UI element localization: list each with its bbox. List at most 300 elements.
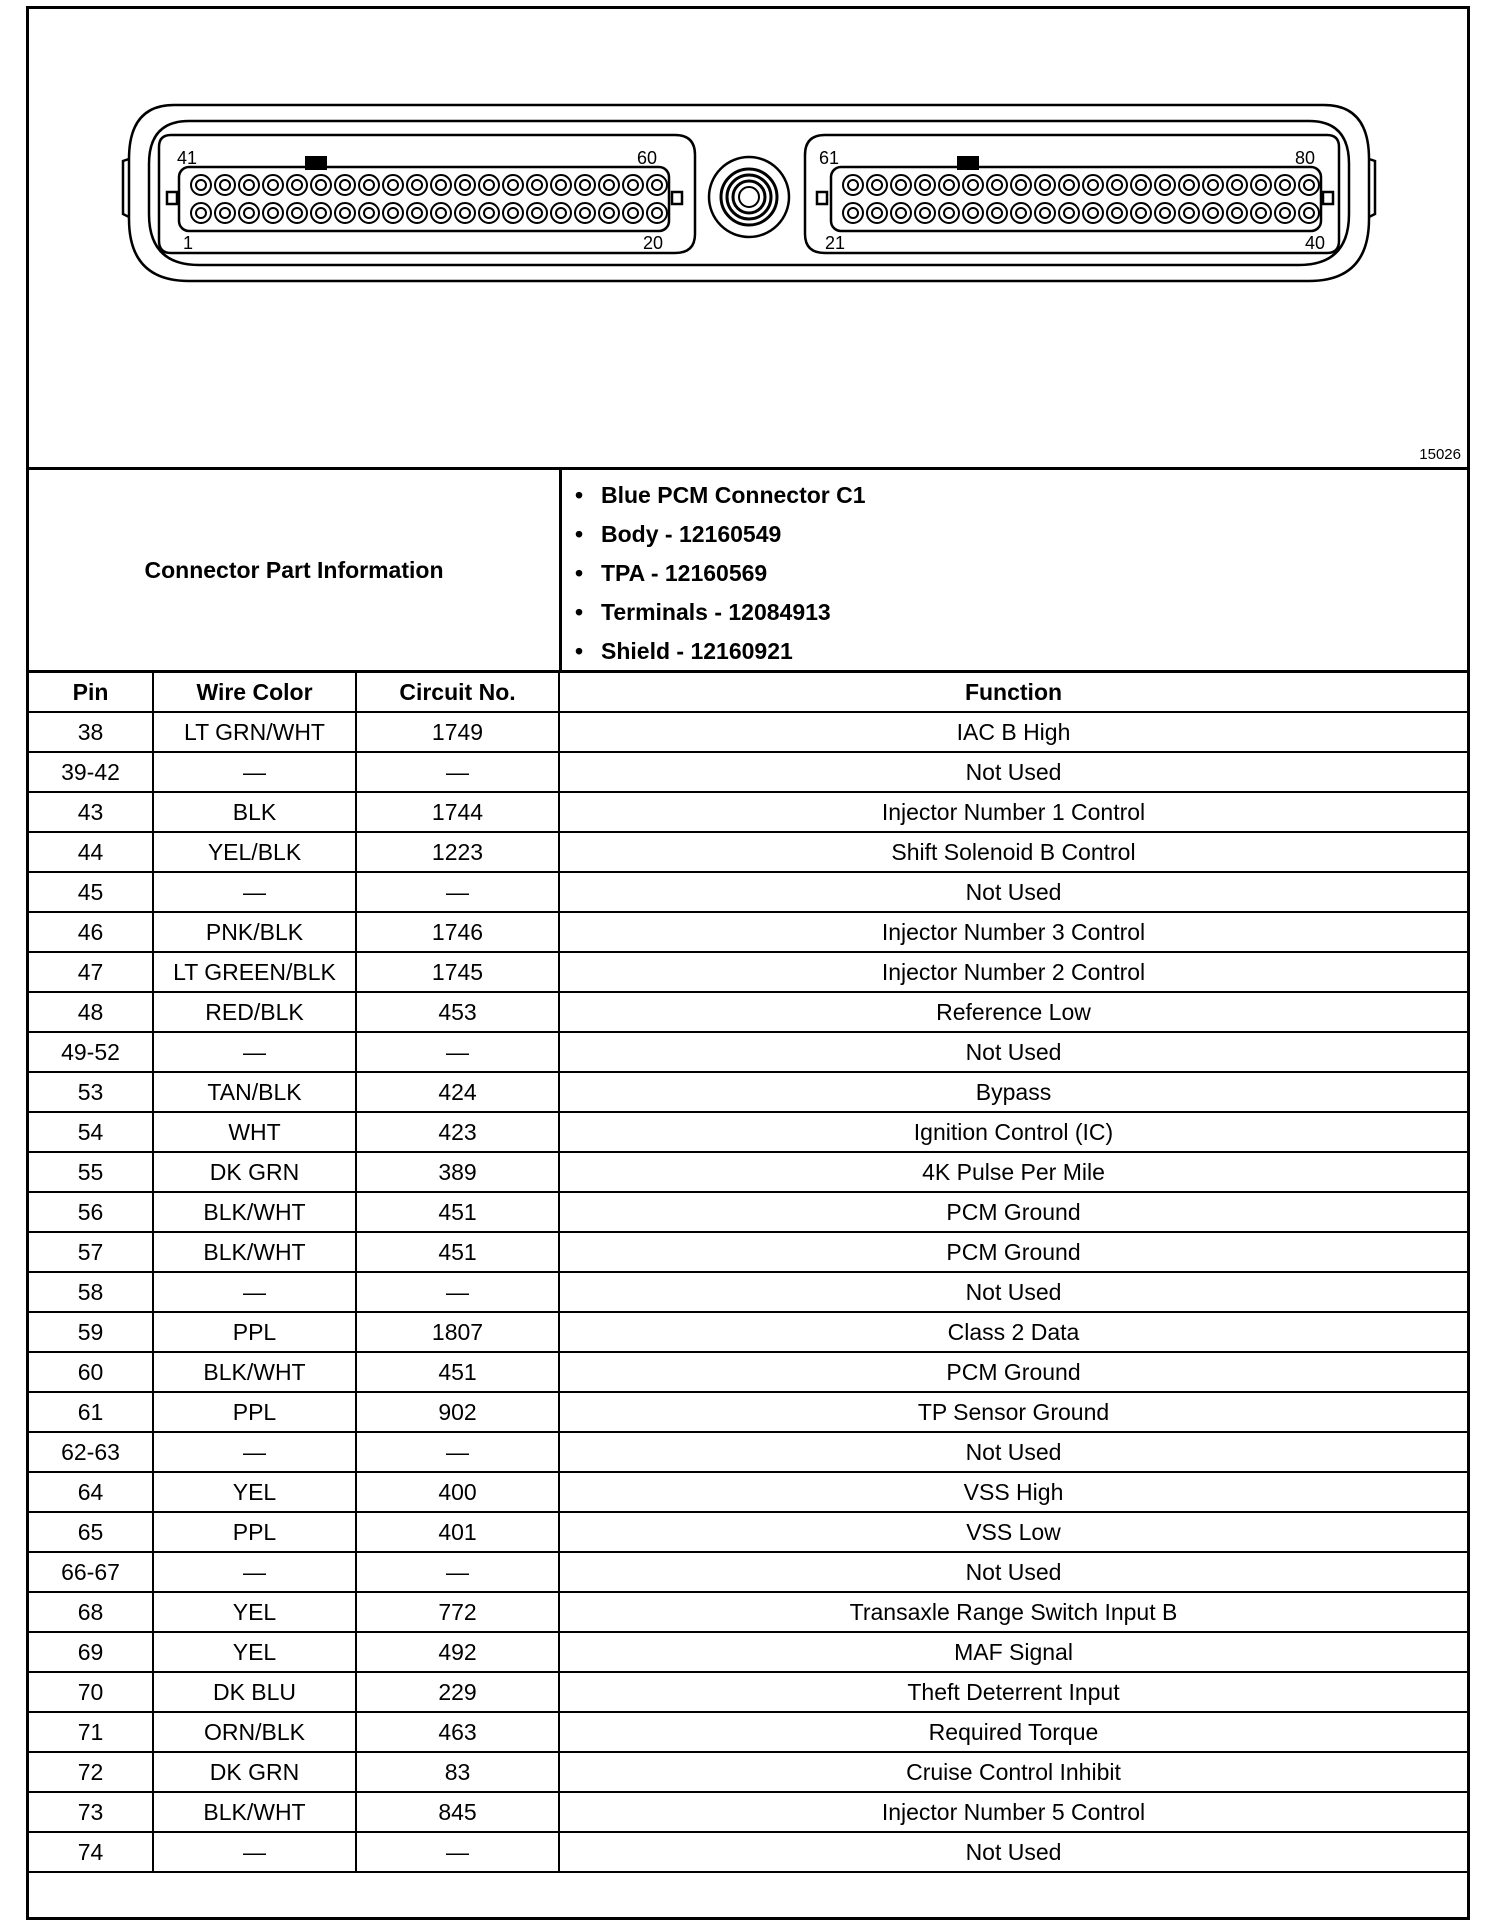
pin-socket bbox=[383, 203, 403, 223]
pin-socket-inner bbox=[652, 208, 662, 218]
pin-socket bbox=[1083, 175, 1103, 195]
cell-wire-color: YEL bbox=[153, 1632, 356, 1672]
pin-socket-inner bbox=[992, 180, 1002, 190]
pin-socket-inner bbox=[652, 180, 662, 190]
table-row bbox=[29, 1072, 1467, 1112]
pin-socket bbox=[1035, 175, 1055, 195]
pin-socket bbox=[915, 175, 935, 195]
pin-socket-inner bbox=[196, 208, 206, 218]
cell-circuit-no: 453 bbox=[356, 992, 559, 1032]
pin-socket bbox=[647, 203, 667, 223]
cell-function: Not Used bbox=[559, 1272, 1467, 1312]
cell-function: 4K Pulse Per Mile bbox=[559, 1152, 1467, 1192]
connector-info-item: • Blue PCM Connector C1 bbox=[575, 482, 866, 508]
pin-socket-inner bbox=[1112, 180, 1122, 190]
pin-socket-inner bbox=[556, 208, 566, 218]
cell-circuit-no: 401 bbox=[356, 1512, 559, 1552]
pin-socket-inner bbox=[388, 208, 398, 218]
pin-label-1: 1 bbox=[183, 233, 194, 253]
cell-pin: 71 bbox=[29, 1712, 153, 1752]
cell-wire-color: YEL bbox=[153, 1592, 356, 1632]
cell-wire-color: BLK/WHT bbox=[153, 1232, 356, 1272]
pin-socket-inner bbox=[220, 208, 230, 218]
cell-function: Not Used bbox=[559, 1552, 1467, 1592]
header-function: Function bbox=[559, 673, 1467, 712]
cell-circuit-no: 423 bbox=[356, 1112, 559, 1152]
cell-pin: 46 bbox=[29, 912, 153, 952]
connector-info-label: Connector Part Information bbox=[29, 470, 562, 670]
pin-socket-inner bbox=[872, 180, 882, 190]
pin-socket bbox=[215, 175, 235, 195]
pin-socket-inner bbox=[992, 208, 1002, 218]
pin-socket bbox=[311, 203, 331, 223]
table-row bbox=[29, 1032, 1467, 1072]
pin-socket bbox=[1275, 175, 1295, 195]
header-circuit-no: Circuit No. bbox=[356, 673, 559, 712]
cell-function: Required Torque bbox=[559, 1712, 1467, 1752]
pin-socket-inner bbox=[436, 208, 446, 218]
pin-socket-inner bbox=[1136, 180, 1146, 190]
pin-socket-inner bbox=[460, 180, 470, 190]
cell-function: Shift Solenoid B Control bbox=[559, 832, 1467, 872]
pin-socket-inner bbox=[388, 180, 398, 190]
pin-socket bbox=[383, 175, 403, 195]
pin-socket-inner bbox=[412, 180, 422, 190]
table-row bbox=[29, 872, 1467, 912]
table-row bbox=[29, 1752, 1467, 1792]
cell-function: PCM Ground bbox=[559, 1192, 1467, 1232]
pin-socket-inner bbox=[1232, 180, 1242, 190]
cell-circuit-no: — bbox=[356, 1272, 559, 1312]
table-row bbox=[29, 1272, 1467, 1312]
cell-circuit-no: — bbox=[356, 1432, 559, 1472]
cell-circuit-no: 389 bbox=[356, 1152, 559, 1192]
cell-circuit-no: 451 bbox=[356, 1232, 559, 1272]
pin-socket-inner bbox=[1088, 208, 1098, 218]
pin-socket-inner bbox=[1208, 180, 1218, 190]
pin-socket bbox=[239, 203, 259, 223]
cell-pin: 56 bbox=[29, 1192, 153, 1232]
cell-circuit-no: 451 bbox=[356, 1352, 559, 1392]
pin-socket bbox=[963, 203, 983, 223]
pin-socket-inner bbox=[848, 180, 858, 190]
document-sheet bbox=[26, 6, 1470, 1920]
table-row bbox=[29, 1472, 1467, 1512]
table-row bbox=[29, 1672, 1467, 1712]
table-row bbox=[29, 1712, 1467, 1752]
cell-function: IAC B High bbox=[559, 712, 1467, 752]
pin-socket bbox=[867, 203, 887, 223]
pin-socket-inner bbox=[1064, 180, 1074, 190]
pin-socket-inner bbox=[412, 208, 422, 218]
cell-wire-color: — bbox=[153, 1032, 356, 1072]
pin-socket bbox=[939, 175, 959, 195]
pin-label-21: 21 bbox=[825, 233, 846, 253]
pin-socket bbox=[1011, 175, 1031, 195]
pin-socket-inner bbox=[1088, 180, 1098, 190]
pin-socket bbox=[311, 175, 331, 195]
pin-socket bbox=[503, 203, 523, 223]
pin-socket bbox=[1131, 203, 1151, 223]
pin-socket bbox=[455, 175, 475, 195]
cell-function: Bypass bbox=[559, 1072, 1467, 1112]
cell-function: Not Used bbox=[559, 1032, 1467, 1072]
table-header-row bbox=[29, 673, 1467, 712]
pin-socket bbox=[1203, 175, 1223, 195]
pin-socket bbox=[1059, 175, 1079, 195]
cell-wire-color: BLK/WHT bbox=[153, 1352, 356, 1392]
cell-function: VSS Low bbox=[559, 1512, 1467, 1552]
pin-socket-inner bbox=[532, 180, 542, 190]
cell-circuit-no: 1744 bbox=[356, 792, 559, 832]
table-row bbox=[29, 1792, 1467, 1832]
pin-socket bbox=[1179, 175, 1199, 195]
pin-socket-inner bbox=[604, 180, 614, 190]
pin-socket-inner bbox=[1016, 208, 1026, 218]
pin-socket bbox=[479, 203, 499, 223]
pin-socket-inner bbox=[220, 180, 230, 190]
cell-circuit-no: — bbox=[356, 1552, 559, 1592]
pin-socket-inner bbox=[1256, 208, 1266, 218]
cell-wire-color: PPL bbox=[153, 1312, 356, 1352]
pin-socket bbox=[915, 203, 935, 223]
pin-socket-inner bbox=[1160, 180, 1170, 190]
connector-info-item: • Terminals - 12084913 bbox=[575, 599, 831, 625]
header-wire-color: Wire Color bbox=[153, 673, 356, 712]
table-row bbox=[29, 1152, 1467, 1192]
table-row bbox=[29, 1832, 1467, 1872]
cell-wire-color: — bbox=[153, 1832, 356, 1872]
pin-socket bbox=[623, 175, 643, 195]
table-row bbox=[29, 1512, 1467, 1552]
pin-socket bbox=[623, 203, 643, 223]
pin-socket-inner bbox=[316, 180, 326, 190]
pin-socket bbox=[1155, 175, 1175, 195]
pin-socket bbox=[987, 203, 1007, 223]
pin-socket bbox=[479, 175, 499, 195]
table-row bbox=[29, 1392, 1467, 1432]
table-row bbox=[29, 1632, 1467, 1672]
pin-socket-inner bbox=[508, 180, 518, 190]
connector-diagram bbox=[29, 9, 1467, 470]
pin-socket-inner bbox=[340, 180, 350, 190]
cell-pin: 73 bbox=[29, 1792, 153, 1832]
cell-circuit-no: — bbox=[356, 872, 559, 912]
cell-circuit-no: 1746 bbox=[356, 912, 559, 952]
pin-socket bbox=[647, 175, 667, 195]
cell-circuit-no: 463 bbox=[356, 1712, 559, 1752]
cell-function: Reference Low bbox=[559, 992, 1467, 1032]
cell-pin: 59 bbox=[29, 1312, 153, 1352]
pin-socket bbox=[1131, 175, 1151, 195]
cell-pin: 43 bbox=[29, 792, 153, 832]
pin-socket bbox=[1107, 175, 1127, 195]
connector-face-drawing bbox=[29, 9, 1467, 467]
cell-pin: 53 bbox=[29, 1072, 153, 1112]
pin-socket bbox=[1251, 203, 1271, 223]
cell-function: Not Used bbox=[559, 872, 1467, 912]
cell-pin: 44 bbox=[29, 832, 153, 872]
table-row bbox=[29, 752, 1467, 792]
pin-socket-inner bbox=[968, 208, 978, 218]
pin-socket bbox=[843, 203, 863, 223]
pin-socket-inner bbox=[944, 180, 954, 190]
pin-socket bbox=[335, 203, 355, 223]
pin-socket-inner bbox=[1304, 208, 1314, 218]
pin-socket bbox=[527, 175, 547, 195]
pin-socket-inner bbox=[508, 208, 518, 218]
pin-label-41: 41 bbox=[177, 148, 198, 168]
pin-socket bbox=[455, 203, 475, 223]
table-body bbox=[29, 712, 1467, 1872]
cell-pin: 69 bbox=[29, 1632, 153, 1672]
cell-circuit-no: — bbox=[356, 752, 559, 792]
pin-socket bbox=[263, 203, 283, 223]
pin-socket-inner bbox=[848, 208, 858, 218]
pin-label-20: 20 bbox=[642, 233, 663, 253]
cell-wire-color: — bbox=[153, 1552, 356, 1592]
cell-function: VSS High bbox=[559, 1472, 1467, 1512]
pin-socket-inner bbox=[896, 180, 906, 190]
pin-socket-inner bbox=[316, 208, 326, 218]
cell-pin: 54 bbox=[29, 1112, 153, 1152]
cell-pin: 49-52 bbox=[29, 1032, 153, 1072]
pin-socket bbox=[407, 203, 427, 223]
pin-socket-inner bbox=[460, 208, 470, 218]
cell-wire-color: DK GRN bbox=[153, 1152, 356, 1192]
cell-circuit-no: 451 bbox=[356, 1192, 559, 1232]
table-row bbox=[29, 1232, 1467, 1272]
pin-socket bbox=[551, 203, 571, 223]
pin-socket bbox=[431, 203, 451, 223]
pin-socket bbox=[575, 175, 595, 195]
cell-wire-color: — bbox=[153, 1432, 356, 1472]
pin-socket bbox=[1155, 203, 1175, 223]
cell-function: Transaxle Range Switch Input B bbox=[559, 1592, 1467, 1632]
cell-function: PCM Ground bbox=[559, 1232, 1467, 1272]
pin-socket bbox=[1107, 203, 1127, 223]
cell-wire-color: YEL bbox=[153, 1472, 356, 1512]
pin-socket bbox=[1227, 175, 1247, 195]
cell-pin: 60 bbox=[29, 1352, 153, 1392]
cell-circuit-no: 83 bbox=[356, 1752, 559, 1792]
pin-socket-inner bbox=[268, 180, 278, 190]
cell-function: Class 2 Data bbox=[559, 1312, 1467, 1352]
pin-socket bbox=[431, 175, 451, 195]
cell-wire-color: BLK bbox=[153, 792, 356, 832]
cell-wire-color: DK GRN bbox=[153, 1752, 356, 1792]
pin-socket bbox=[1011, 203, 1031, 223]
pin-socket-inner bbox=[484, 180, 494, 190]
pin-socket bbox=[1035, 203, 1055, 223]
pin-label-60: 60 bbox=[636, 148, 657, 168]
pinout-table bbox=[29, 673, 1467, 1873]
cell-function: Not Used bbox=[559, 752, 1467, 792]
pin-socket-inner bbox=[1184, 208, 1194, 218]
pin-socket-inner bbox=[436, 180, 446, 190]
cell-pin: 39-42 bbox=[29, 752, 153, 792]
connector-part-information bbox=[29, 470, 1467, 673]
pin-socket bbox=[867, 175, 887, 195]
pin-socket bbox=[503, 175, 523, 195]
cell-wire-color: — bbox=[153, 1272, 356, 1312]
pin-socket-inner bbox=[944, 208, 954, 218]
figure-id: 15026 bbox=[1419, 446, 1461, 463]
cell-wire-color: BLK/WHT bbox=[153, 1792, 356, 1832]
cell-pin: 48 bbox=[29, 992, 153, 1032]
cell-pin: 72 bbox=[29, 1752, 153, 1792]
cell-pin: 61 bbox=[29, 1392, 153, 1432]
cell-wire-color: — bbox=[153, 872, 356, 912]
pin-socket-inner bbox=[580, 180, 590, 190]
cell-wire-color: ORN/BLK bbox=[153, 1712, 356, 1752]
pin-socket bbox=[1299, 203, 1319, 223]
pin-socket-inner bbox=[968, 180, 978, 190]
cell-pin: 64 bbox=[29, 1472, 153, 1512]
cell-function: Injector Number 2 Control bbox=[559, 952, 1467, 992]
pin-socket bbox=[1059, 203, 1079, 223]
cell-pin: 57 bbox=[29, 1232, 153, 1272]
pin-socket bbox=[1227, 203, 1247, 223]
cell-pin: 74 bbox=[29, 1832, 153, 1872]
pin-socket-inner bbox=[1112, 208, 1122, 218]
cell-pin: 66-67 bbox=[29, 1552, 153, 1592]
cell-wire-color: DK BLU bbox=[153, 1672, 356, 1712]
table-row bbox=[29, 912, 1467, 952]
pin-socket-inner bbox=[1016, 180, 1026, 190]
cell-function: Injector Number 3 Control bbox=[559, 912, 1467, 952]
pin-socket-inner bbox=[244, 180, 254, 190]
pin-socket-inner bbox=[1040, 180, 1050, 190]
table-row bbox=[29, 992, 1467, 1032]
table-row bbox=[29, 712, 1467, 752]
pin-socket bbox=[263, 175, 283, 195]
pin-socket bbox=[939, 203, 959, 223]
pin-socket-inner bbox=[1280, 208, 1290, 218]
cell-circuit-no: 1223 bbox=[356, 832, 559, 872]
pin-socket-inner bbox=[364, 180, 374, 190]
cell-pin: 47 bbox=[29, 952, 153, 992]
cell-circuit-no: 424 bbox=[356, 1072, 559, 1112]
cell-circuit-no: 902 bbox=[356, 1392, 559, 1432]
pin-socket bbox=[963, 175, 983, 195]
pin-socket-inner bbox=[196, 180, 206, 190]
pin-socket bbox=[1179, 203, 1199, 223]
pin-socket-inner bbox=[1040, 208, 1050, 218]
pin-socket-inner bbox=[920, 180, 930, 190]
connector-info-list bbox=[575, 476, 866, 671]
cell-function: Injector Number 5 Control bbox=[559, 1792, 1467, 1832]
cell-wire-color: TAN/BLK bbox=[153, 1072, 356, 1112]
pin-socket-inner bbox=[1256, 180, 1266, 190]
pin-socket bbox=[191, 175, 211, 195]
cell-wire-color: LT GREEN/BLK bbox=[153, 952, 356, 992]
pin-socket-inner bbox=[1232, 208, 1242, 218]
table-row bbox=[29, 832, 1467, 872]
pin-socket bbox=[287, 203, 307, 223]
pin-socket bbox=[239, 175, 259, 195]
cell-wire-color: PNK/BLK bbox=[153, 912, 356, 952]
pin-socket bbox=[843, 175, 863, 195]
pin-socket-inner bbox=[484, 208, 494, 218]
pin-socket bbox=[891, 203, 911, 223]
table-row bbox=[29, 1192, 1467, 1232]
cell-wire-color: LT GRN/WHT bbox=[153, 712, 356, 752]
cell-pin: 55 bbox=[29, 1152, 153, 1192]
pin-socket bbox=[287, 175, 307, 195]
cell-circuit-no: 845 bbox=[356, 1792, 559, 1832]
pin-socket-inner bbox=[628, 180, 638, 190]
pin-socket-inner bbox=[1208, 208, 1218, 218]
pin-socket-inner bbox=[1304, 180, 1314, 190]
pin-socket-inner bbox=[292, 208, 302, 218]
cell-pin: 68 bbox=[29, 1592, 153, 1632]
cell-pin: 38 bbox=[29, 712, 153, 752]
table-row bbox=[29, 1112, 1467, 1152]
cell-pin: 65 bbox=[29, 1512, 153, 1552]
pin-socket bbox=[1083, 203, 1103, 223]
cell-circuit-no: — bbox=[356, 1832, 559, 1872]
pin-socket bbox=[1203, 203, 1223, 223]
pin-socket bbox=[599, 203, 619, 223]
pin-socket bbox=[1299, 175, 1319, 195]
cell-circuit-no: 1745 bbox=[356, 952, 559, 992]
cell-circuit-no: 1807 bbox=[356, 1312, 559, 1352]
cell-function: Cruise Control Inhibit bbox=[559, 1752, 1467, 1792]
cell-circuit-no: — bbox=[356, 1032, 559, 1072]
cell-circuit-no: 229 bbox=[356, 1672, 559, 1712]
cell-function: Injector Number 1 Control bbox=[559, 792, 1467, 832]
cell-wire-color: PPL bbox=[153, 1512, 356, 1552]
pin-socket bbox=[359, 175, 379, 195]
header-pin: Pin bbox=[29, 673, 153, 712]
cell-wire-color: PPL bbox=[153, 1392, 356, 1432]
table-row bbox=[29, 1312, 1467, 1352]
pin-socket bbox=[215, 203, 235, 223]
cell-pin: 58 bbox=[29, 1272, 153, 1312]
table-row bbox=[29, 952, 1467, 992]
pin-socket bbox=[1275, 203, 1295, 223]
pin-socket bbox=[551, 175, 571, 195]
pin-socket-inner bbox=[896, 208, 906, 218]
pin-socket-inner bbox=[628, 208, 638, 218]
pin-socket bbox=[527, 203, 547, 223]
pin-socket-inner bbox=[920, 208, 930, 218]
cell-circuit-no: 1749 bbox=[356, 712, 559, 752]
connector-info-item: • TPA - 12160569 bbox=[575, 560, 768, 586]
pin-socket-inner bbox=[1280, 180, 1290, 190]
cell-circuit-no: 492 bbox=[356, 1632, 559, 1672]
cell-function: Not Used bbox=[559, 1432, 1467, 1472]
pin-socket-inner bbox=[340, 208, 350, 218]
pin-socket bbox=[191, 203, 211, 223]
pin-socket bbox=[599, 175, 619, 195]
pin-socket-inner bbox=[1160, 208, 1170, 218]
cell-pin: 70 bbox=[29, 1672, 153, 1712]
table-row bbox=[29, 1432, 1467, 1472]
table-row bbox=[29, 1552, 1467, 1592]
pin-label-40: 40 bbox=[1304, 233, 1325, 253]
pin-socket-inner bbox=[268, 208, 278, 218]
cell-function: Not Used bbox=[559, 1832, 1467, 1872]
pin-socket-inner bbox=[244, 208, 254, 218]
pin-socket-inner bbox=[364, 208, 374, 218]
pin-socket bbox=[335, 175, 355, 195]
pin-socket-inner bbox=[580, 208, 590, 218]
pin-socket bbox=[359, 203, 379, 223]
cell-wire-color: BLK/WHT bbox=[153, 1192, 356, 1232]
pin-label-80: 80 bbox=[1294, 148, 1315, 168]
